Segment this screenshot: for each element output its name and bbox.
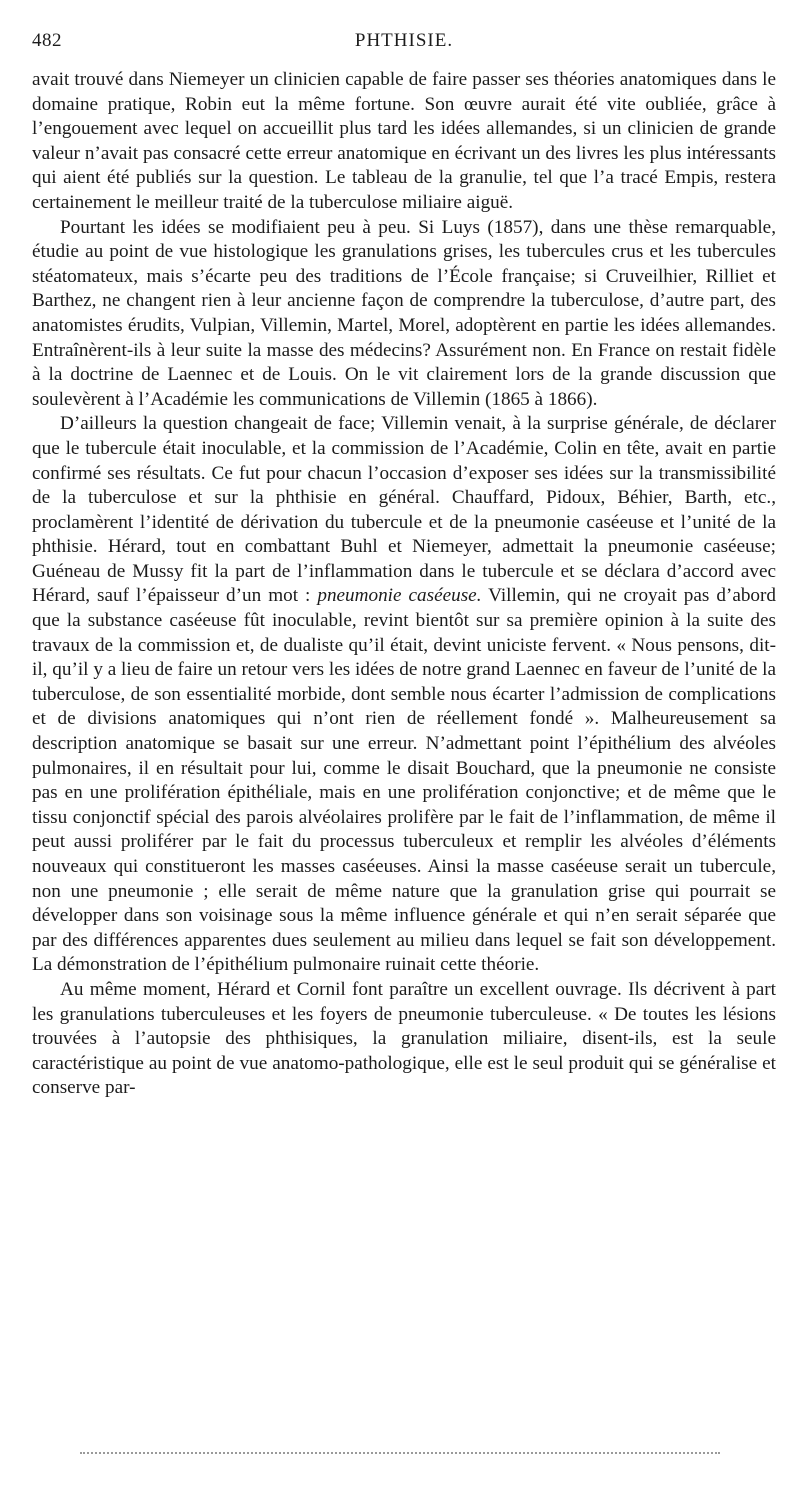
document-page [32,30,776,1101]
paragraph-luys: Pourtant les idées se modifiaient peu à peu. Si Luys (1857), dans une thèse remarquable, étudie au point de vue histologique les granulations grises, les tubercules crus et les tubercules stéatomateux, mais s’écarte peu des traditions de l’École française; si Cruveilhier, Rilliet et Barthez, ne changent rien à leur ancienne façon de comprendre la tuberculose, d’autre part, des anatomistes érudits, Vulpian, Villemin, Martel, Morel, adoptèrent en partie les idées allemandes. Entraînèrent-ils à leur suite la masse des médecins? Assurément non. En France on restait fidèle à la doctrine de Laennec et de Louis. On le vit clairement lors de la grande discussion que soulevèrent à l’Académie les communications de Villemin (1865 à 1866). [32,216,776,410]
paragraph-continuation: avait trouvé dans Niemeyer un clinicien capable de faire passer ses théories anatomiques dans le domaine pratique, Robin eut la même fortune. Son œuvre aurait été vite oubliée, grâce à l’engouement avec lequel on accueillit plus tard les idées allemandes, si un clinicien de grande valeur n’avait pas consacré cette erreur anatomique en écrivant un des livres les plus intéressants qui aient été publiés sur la question. Le tableau de la granulie, tel que l’a tracé Empis, restera certainement le meilleur traité de la tuberculose miliaire aiguë. [32,69,776,213]
paragraph-villemin-text-after: Villemin, qui ne croyait pas d’abord que la substance caséeuse fût inoculable, revint bientôt sur sa première opinion à la suite des travaux de la commission et, de dualiste qu’il était, devint uniciste fervent. « Nous pensons, dit-il, qu’il y a lieu de faire un retour vers les idées de notre grand Laennec en faveur de l’unité de la tuberculose, de son essentialité morbide, dont semble nous écarter l’admission de complications et de divisions anatomiques qui n’ont rien de réellement fondé ». Malheureusement sa description anatomique se basait sur une erreur. N’admettant point l’épithélium des alvéoles pulmonaires, il en résultait pour lui, comme le disait Bouchard, que la pneumonie ne consiste pas en une prolifération épithéliale, mais en une prolifération conjonctive; et de même que le tissu conjonctif spécial des parois alvéolaires prolifère par le fait de l’inflammation, de même il peut aussi proliférer par le fait du processus tuberculeux et remplir les alvéoles d’éléments nouveaux qui constitueront les masses caséeuses. Ainsi la masse caséeuse serait un tubercule, non une pneumonie ; elle serait de même nature que la granulation grise qui pourrait se développer dans son voisinage sous la même influence générale et qui n’en serait séparée que par des différences apparentes dues seulement au milieu dans lequel se fait son développement. La démonstration de l’épithélium pulmonaire ruinait cette théorie. [32,585,777,976]
page-number: 482 [32,30,62,51]
running-header [32,30,776,60]
paragraph-villemin [32,412,776,978]
paragraph-villemin-text-before: D’ailleurs la question changeait de face; Villemin venait, à la surprise générale, de déclarer que le tubercule était inoculable, et la commission de l’Académie, Colin en tête, avait en partie confirmé ses résultats. Ce fut pour chacun l’occasion d’exposer ses idées sur la transmissibilité de la tuberculose et sur la phthisie en général. Chauffard, Pidoux, Béhier, Barth, etc., proclamèrent l’identité de dérivation du tubercule et de la pneumonie caséeuse et l’unité de la phthisie. Hérard, tout en combattant Buhl et Niemeyer, admettait la pneumonie caséeuse; Guéneau de Mussy fit la part de l’inflammation dans le tubercule et se déclara d’accord avec Hérard, sauf l’épaisseur d’un mot : [32,413,776,607]
body-text [32,68,776,1101]
paragraph-herard-cornil: Au même moment, Hérard et Cornil font paraître un excellent ouvrage. Ils décrivent à part les granulations tuberculeuses et les foyers de pneumonie tuberculeuse. « De toutes les lésions trouvées à l’autopsie des phthisiques, la granulation miliaire, disent-ils, est la seule caractéristique au point de vue anatomo-pathologique, elle est le seul produit qui se généralise et conserve par- [32,978,776,1099]
emphasis-pneumonie-caseuse: pneumonie caséeuse. [317,585,482,607]
running-title: PHTHISIE. [354,30,454,51]
bottom-dotted-rule [80,1452,720,1454]
